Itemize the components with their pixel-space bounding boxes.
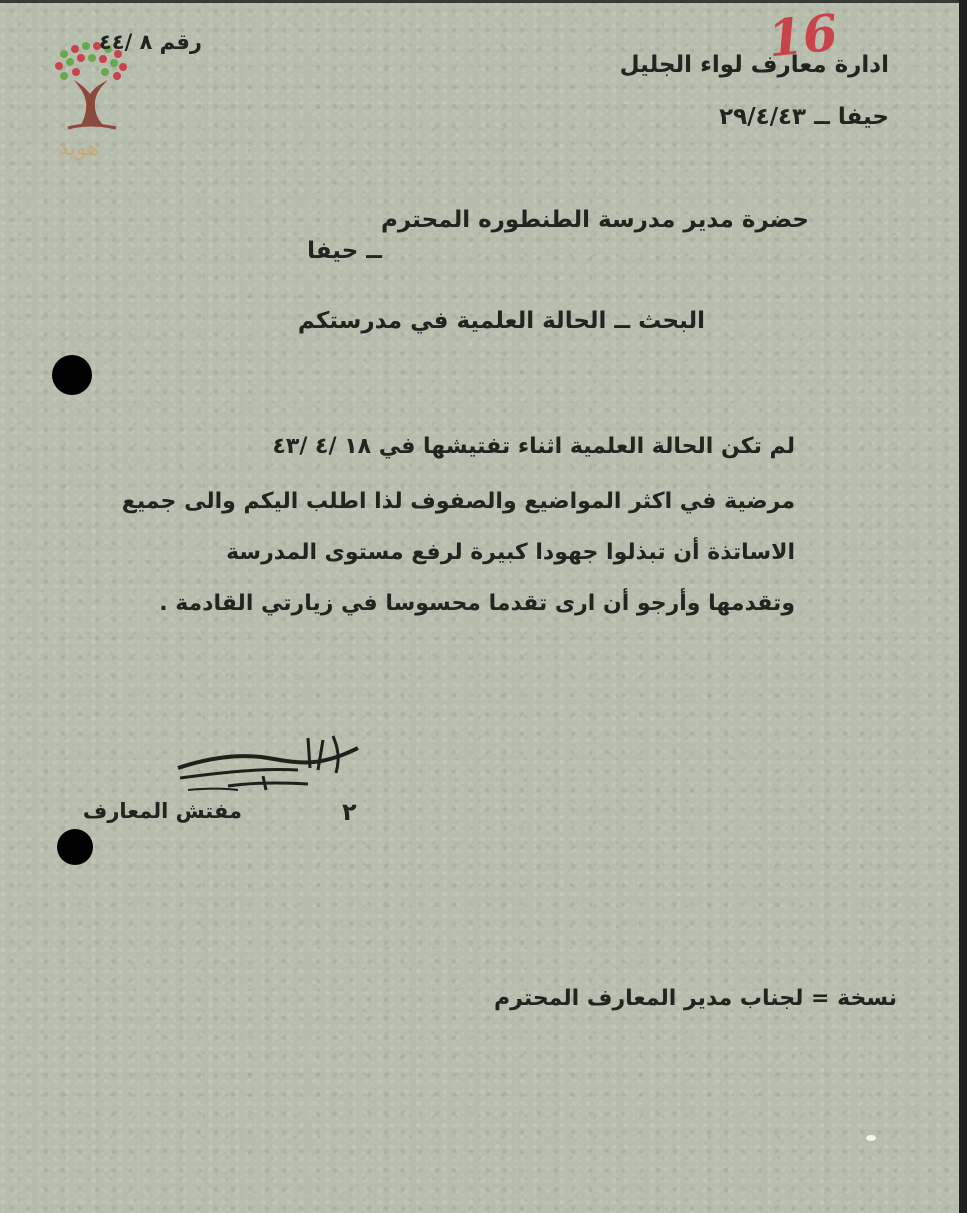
body-line: مرضية في اكثر المواضيع والصفوف لذا اطلب اليكم والى جميع (121, 489, 795, 514)
punch-hole (52, 355, 92, 395)
reference-number: رقم ٨ /٤٤ (98, 30, 202, 54)
sender-department: ادارة معارف لواء الجليل (619, 52, 889, 78)
recipient-city: ــ حيفا (307, 238, 382, 264)
page-number-stamp: 16 (765, 2, 841, 69)
place-and-date: حيفا ــ ٢٩/٤/٤٣ (719, 104, 889, 130)
logo-wordmark: هوية (58, 136, 99, 161)
body-line: الاساتذة أن تبذلوا جهودا كبيرة لرفع مستوى المدرسة (226, 540, 795, 565)
copy-recipient: نسخة = لجناب مدير المعارف المحترم (494, 986, 897, 1011)
signatory-title: مفتش المعارف (82, 799, 242, 823)
recipient-line: حضرة مدير مدرسة الطنطوره المحترم (381, 207, 809, 233)
subject-line: البحث ــ الحالة العلمية في مدرستكم (297, 308, 705, 334)
signature-mark: ٢ (342, 798, 357, 826)
body-line: وتقدمها وأرجو أن ارى تقدما محسوسا في زيارتي القادمة . (159, 591, 795, 616)
paper-right-edge (959, 0, 967, 1213)
tree-logo-icon (50, 40, 130, 190)
paper-speck (866, 1135, 876, 1141)
punch-hole (57, 829, 93, 865)
body-line: لم تكن الحالة العلمية اثناء تفتيشها في ١٨ /٤ /٤٣ (272, 434, 795, 459)
paper-top-edge (0, 0, 967, 3)
